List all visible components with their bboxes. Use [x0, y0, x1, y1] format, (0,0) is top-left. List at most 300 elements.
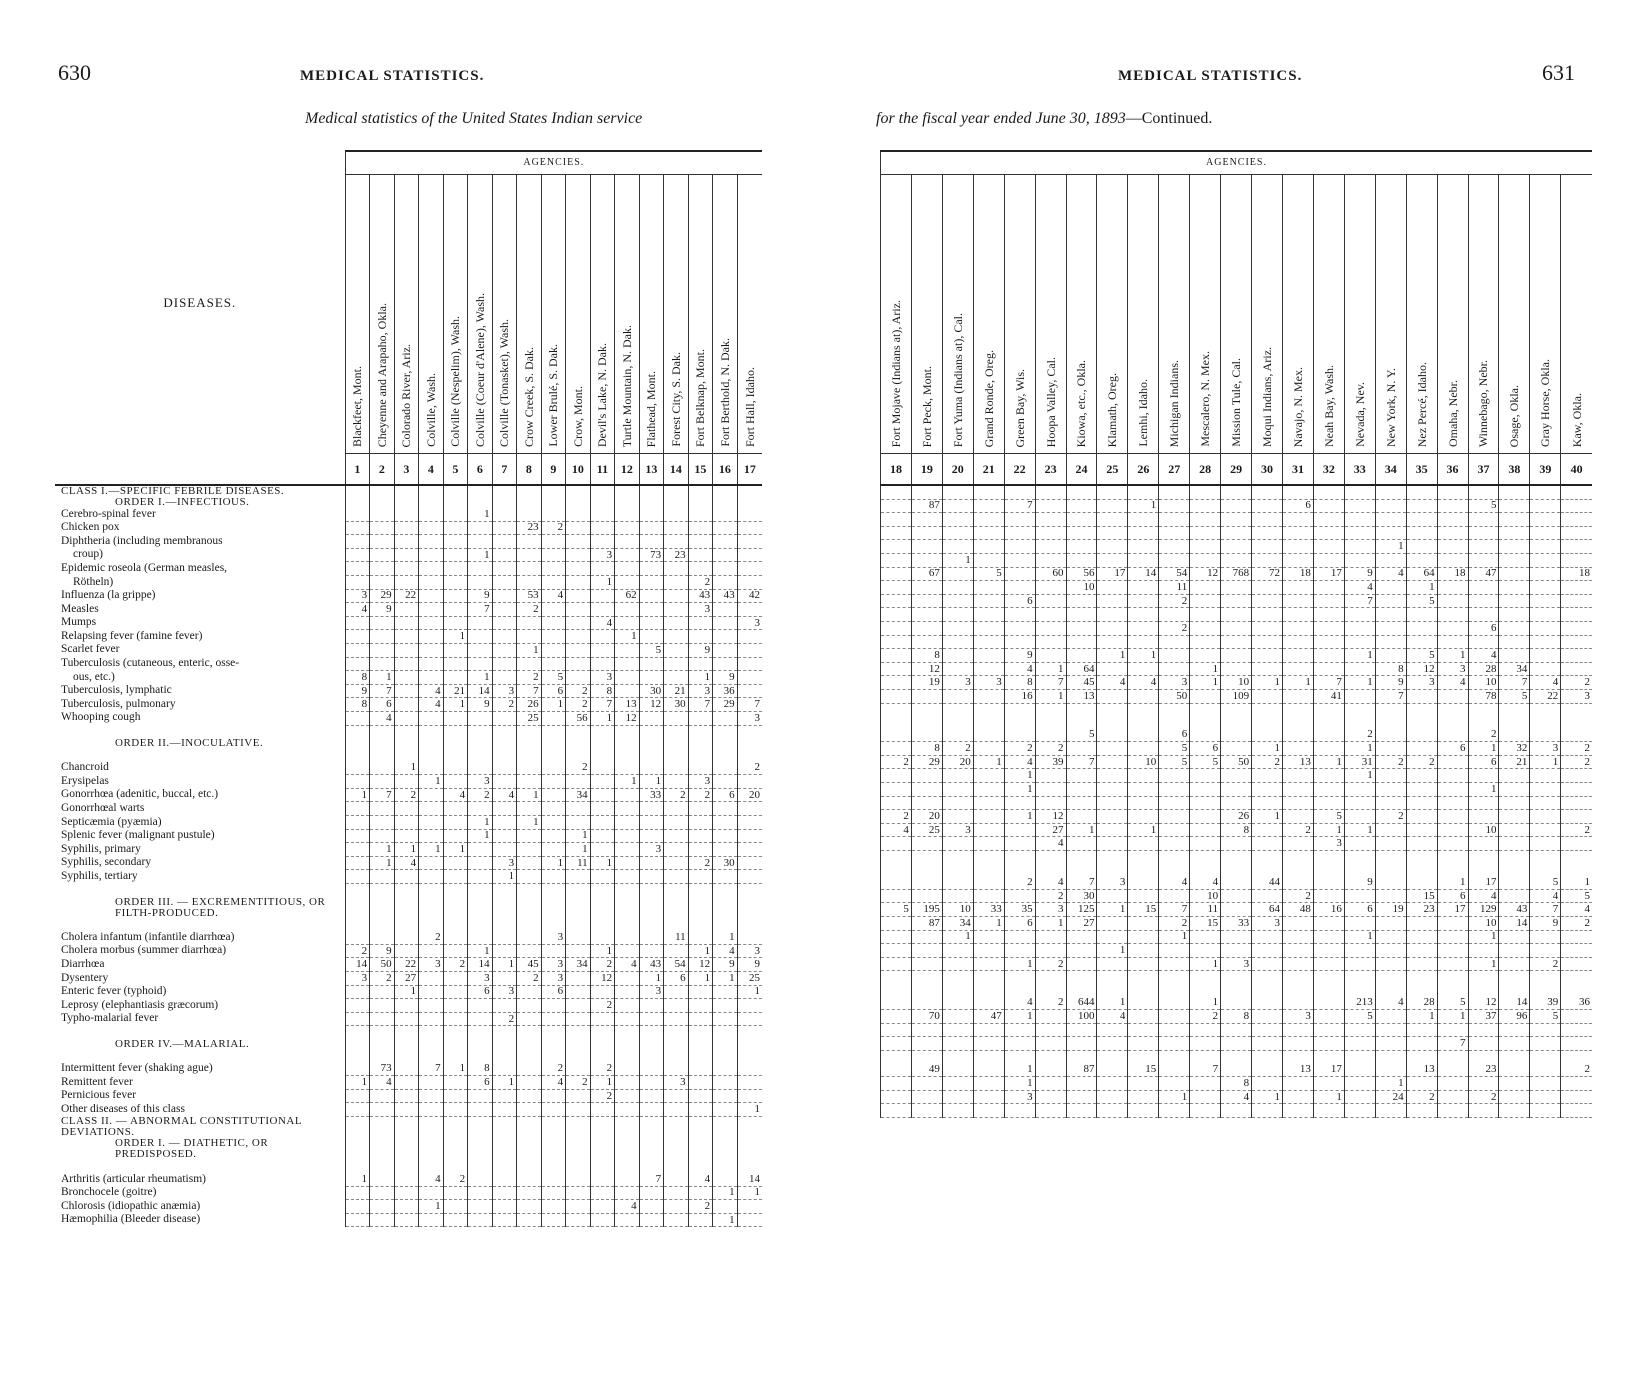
table-cell	[1530, 944, 1561, 958]
agency-name: Lower Brulé, S. Dak.	[546, 344, 561, 447]
table-cell	[664, 1039, 689, 1050]
table-cell: 2	[590, 958, 615, 972]
table-cell	[1375, 1010, 1406, 1024]
agency-name: Navajo, N. Mex.	[1290, 366, 1305, 447]
column-number: 33	[1344, 454, 1375, 486]
table-cell	[443, 775, 468, 789]
table-cell	[737, 829, 762, 843]
table-cell	[394, 497, 419, 508]
table-cell	[1159, 944, 1190, 958]
table-cell	[1128, 851, 1159, 864]
table-cell	[1468, 513, 1499, 527]
table-cell	[370, 999, 395, 1013]
table-cell	[590, 897, 615, 908]
spacer-row	[55, 884, 762, 897]
table-cell	[973, 1051, 1004, 1064]
table-cell	[443, 1103, 468, 1117]
table-cell	[492, 711, 517, 725]
table-cell	[443, 657, 468, 671]
table-cell	[911, 944, 942, 958]
table-cell	[881, 662, 912, 676]
table-cell	[443, 884, 468, 897]
table-cell	[1190, 944, 1221, 958]
table-cell	[1561, 513, 1592, 527]
table-cell: 5	[1530, 876, 1561, 889]
table-cell	[1344, 889, 1375, 903]
table-cell	[419, 1138, 444, 1160]
table-cell	[517, 575, 542, 589]
table-cell	[1097, 540, 1128, 554]
table-cell: 6	[370, 698, 395, 712]
table-cell: 2	[492, 1012, 517, 1026]
table-cell	[973, 499, 1004, 513]
table-cell: 1	[394, 843, 419, 857]
table-cell: 1	[370, 856, 395, 870]
table-cell	[713, 657, 738, 671]
table-cell: 14	[468, 958, 493, 972]
table-cell	[1561, 1037, 1592, 1051]
table-cell: 1	[1097, 903, 1128, 917]
table-cell	[1499, 567, 1530, 581]
table-cell	[615, 749, 640, 762]
table-cell	[394, 802, 419, 816]
disease-name: Influenza (la grippe)	[55, 589, 345, 603]
table-cell: 3	[688, 775, 713, 789]
table-cell	[468, 843, 493, 857]
table-cell	[1190, 837, 1221, 851]
table-cell	[1159, 997, 1190, 1010]
table-cell	[713, 1050, 738, 1063]
table-cell: 2	[590, 1089, 615, 1103]
table-cell: 33	[639, 788, 664, 802]
table-cell	[517, 802, 542, 816]
table-cell	[370, 548, 395, 562]
table-cell	[394, 1039, 419, 1050]
table-cell	[1344, 662, 1375, 676]
table-cell	[566, 562, 591, 576]
table-cell	[590, 738, 615, 749]
table-cell: 42	[737, 589, 762, 603]
agency-column-header	[1282, 175, 1313, 454]
table-cell	[492, 575, 517, 589]
table-cell	[1437, 796, 1468, 810]
table-cell	[911, 769, 942, 783]
table-cell	[615, 908, 640, 919]
table-cell	[1468, 1104, 1499, 1118]
table-cell	[1252, 984, 1283, 997]
table-cell	[419, 1160, 444, 1173]
column-number: 22	[1004, 454, 1035, 486]
table-cell	[468, 1012, 493, 1026]
table-cell: 7	[1004, 499, 1035, 513]
table-cell	[615, 856, 640, 870]
table-cell	[566, 657, 591, 671]
table-cell	[713, 802, 738, 816]
table-cell: 1	[1097, 944, 1128, 958]
table-row	[881, 729, 1593, 742]
table-cell	[942, 567, 973, 581]
table-cell	[394, 1213, 419, 1227]
table-cell	[492, 897, 517, 908]
table-cell	[1004, 864, 1035, 877]
table-cell	[566, 589, 591, 603]
table-cell	[1406, 810, 1437, 824]
table-cell	[566, 897, 591, 908]
table-cell	[1344, 513, 1375, 527]
table-cell	[492, 725, 517, 738]
table-cell	[1097, 608, 1128, 622]
table-cell	[713, 1160, 738, 1173]
table-cell	[468, 616, 493, 630]
table-cell	[1313, 944, 1344, 958]
table-cell	[973, 662, 1004, 676]
table-cell: 1	[1468, 783, 1499, 797]
table-cell: 87	[911, 917, 942, 931]
table-cell	[911, 930, 942, 944]
order-heading: ORDER IV.—MALARIAL.	[55, 1039, 345, 1050]
table-row	[881, 1077, 1593, 1091]
table-cell: 7	[370, 788, 395, 802]
disease-name: Arthritis (articular rheumatism)	[55, 1173, 345, 1186]
table-cell	[1128, 486, 1159, 499]
table-cell	[370, 816, 395, 830]
disease-name: Tuberculosis, pulmonary	[55, 698, 345, 712]
spacer-row	[881, 851, 1593, 864]
section-heading-row	[55, 1116, 762, 1138]
table-cell	[1190, 810, 1221, 824]
table-cell	[1004, 567, 1035, 581]
disease-name: Whooping cough	[55, 711, 345, 725]
table-cell	[737, 603, 762, 617]
table-cell	[1190, 689, 1221, 703]
table-row	[55, 562, 762, 576]
table-cell	[973, 796, 1004, 810]
table-cell	[1530, 1023, 1561, 1037]
table-cell	[590, 521, 615, 535]
table-cell: 3	[541, 958, 566, 972]
table-cell: 1	[615, 775, 640, 789]
table-cell	[615, 1116, 640, 1138]
table-cell	[1159, 553, 1190, 567]
table-cell	[1128, 876, 1159, 889]
table-cell	[345, 931, 370, 944]
table-cell	[541, 884, 566, 897]
table-cell	[639, 884, 664, 897]
table-cell: 9	[1375, 676, 1406, 690]
table-cell	[1097, 729, 1128, 742]
table-cell	[1437, 783, 1468, 797]
table-cell	[345, 485, 370, 497]
table-cell	[443, 1039, 468, 1050]
table-cell	[541, 1039, 566, 1050]
table-cell	[1282, 729, 1313, 742]
column-number: 27	[1159, 454, 1190, 486]
table-cell	[615, 671, 640, 685]
table-cell	[1406, 540, 1437, 554]
table-cell	[443, 711, 468, 725]
table-cell	[639, 897, 664, 908]
disease-name: Leprosy (elephantiasis græcorum)	[55, 999, 345, 1013]
table-cell	[1282, 876, 1313, 889]
table-cell	[1282, 594, 1313, 608]
table-cell	[615, 1076, 640, 1090]
table-cell: 1	[713, 972, 738, 986]
table-cell	[1282, 513, 1313, 527]
table-cell	[973, 635, 1004, 649]
table-cell	[468, 1039, 493, 1050]
table-cell	[1221, 851, 1252, 864]
table-cell: 2	[881, 755, 912, 769]
table-cell	[881, 526, 912, 540]
table-cell: 4	[541, 589, 566, 603]
agency-column-header	[713, 175, 738, 454]
table-cell: 2	[1035, 997, 1066, 1010]
column-number: 18	[881, 454, 912, 486]
table-cell	[1221, 742, 1252, 756]
table-cell	[1282, 1037, 1313, 1051]
table-row	[55, 856, 762, 870]
table-cell	[881, 499, 912, 513]
table-row	[55, 535, 762, 549]
table-cell	[881, 1023, 912, 1037]
table-cell	[590, 508, 615, 521]
table-cell	[443, 1012, 468, 1026]
table-cell: 6	[468, 985, 493, 999]
agency-column-header	[1066, 175, 1097, 454]
table-cell	[1344, 1104, 1375, 1118]
table-cell	[1252, 635, 1283, 649]
table-cell	[664, 843, 689, 857]
table-cell	[1344, 499, 1375, 513]
table-cell	[1128, 1090, 1159, 1104]
table-cell	[615, 1063, 640, 1076]
table-cell	[1375, 621, 1406, 635]
table-cell: 11	[1159, 581, 1190, 595]
table-cell	[541, 1050, 566, 1063]
table-cell: 1	[1035, 662, 1066, 676]
table-cell	[1221, 703, 1252, 716]
table-cell	[1190, 499, 1221, 513]
table-cell	[1499, 486, 1530, 499]
agency-column-header	[1190, 175, 1221, 454]
table-cell	[492, 802, 517, 816]
table-cell	[1282, 957, 1313, 971]
column-number: 37	[1468, 454, 1499, 486]
table-cell	[688, 1050, 713, 1063]
table-cell	[566, 616, 591, 630]
table-cell	[881, 742, 912, 756]
table-cell	[1004, 851, 1035, 864]
table-cell: 3	[419, 958, 444, 972]
agency-column-header	[541, 175, 566, 454]
table-cell	[1530, 608, 1561, 622]
table-cell	[1282, 917, 1313, 931]
table-cell	[394, 548, 419, 562]
table-cell	[1252, 971, 1283, 984]
table-cell	[345, 829, 370, 843]
column-number: 29	[1221, 454, 1252, 486]
table-cell	[1499, 703, 1530, 716]
table-cell	[419, 762, 444, 775]
table-cell: 8	[345, 671, 370, 685]
agency-name: Winnebago, Nebr.	[1476, 359, 1491, 447]
disease-name: Cholera morbus (summer diarrhœa)	[55, 944, 345, 958]
table-cell	[1159, 1023, 1190, 1037]
table-cell	[590, 562, 615, 576]
table-cell: 36	[713, 684, 738, 698]
table-row	[55, 843, 762, 857]
agency-column-header	[973, 175, 1004, 454]
table-subtitle	[876, 110, 1212, 128]
table-cell	[1252, 540, 1283, 554]
table-cell	[911, 796, 942, 810]
table-cell	[1499, 930, 1530, 944]
table-cell	[664, 908, 689, 919]
table-cell	[1004, 635, 1035, 649]
table-cell	[737, 843, 762, 857]
table-cell	[566, 919, 591, 932]
table-cell	[1437, 608, 1468, 622]
statistics-table-left	[55, 150, 762, 1227]
table-cell	[973, 823, 1004, 837]
table-cell	[1313, 608, 1344, 622]
table-cell	[688, 762, 713, 775]
table-cell	[541, 908, 566, 919]
table-cell	[688, 1026, 713, 1039]
table-row	[881, 676, 1593, 690]
table-cell	[1561, 662, 1592, 676]
table-cell: 7	[1437, 1037, 1468, 1051]
table-cell	[1097, 716, 1128, 729]
table-cell	[911, 581, 942, 595]
table-cell: 4	[419, 698, 444, 712]
table-cell: 53	[517, 589, 542, 603]
table-cell: 26	[1221, 810, 1252, 824]
table-cell	[541, 1012, 566, 1026]
table-cell	[1190, 864, 1221, 877]
agency-column-header	[1221, 175, 1252, 454]
table-cell	[688, 657, 713, 671]
table-cell	[664, 725, 689, 738]
table-cell	[419, 725, 444, 738]
column-number: 36	[1437, 454, 1468, 486]
table-cell	[1406, 729, 1437, 742]
table-cell	[541, 1026, 566, 1039]
table-cell: 2	[1375, 810, 1406, 824]
table-cell	[737, 897, 762, 908]
statistics-table-right	[880, 150, 1592, 1118]
table-cell: 87	[1066, 1064, 1097, 1077]
table-cell	[1344, 1064, 1375, 1077]
table-cell	[394, 897, 419, 908]
table-cell	[664, 521, 689, 535]
table-cell	[1530, 1104, 1561, 1118]
table-cell: 13	[1406, 1064, 1437, 1077]
table-cell: 6	[1159, 729, 1190, 742]
table-cell	[942, 703, 973, 716]
table-cell	[1313, 1077, 1344, 1091]
table-cell	[1406, 851, 1437, 864]
table-cell	[1221, 662, 1252, 676]
table-cell: 1	[468, 816, 493, 830]
table-cell: 9	[688, 643, 713, 657]
table-cell	[590, 535, 615, 549]
table-cell	[1282, 997, 1313, 1010]
table-cell	[345, 575, 370, 589]
table-cell	[1066, 635, 1097, 649]
table-cell	[615, 1026, 640, 1039]
left-page	[0, 0, 800, 1380]
table-cell	[1097, 864, 1128, 877]
table-cell: 4	[1375, 567, 1406, 581]
table-cell	[370, 1089, 395, 1103]
table-cell	[1561, 608, 1592, 622]
table-cell	[1437, 689, 1468, 703]
table-cell	[517, 749, 542, 762]
table-cell	[1282, 742, 1313, 756]
table-cell: 6	[1344, 903, 1375, 917]
table-cell	[973, 1104, 1004, 1118]
table-cell	[664, 1103, 689, 1117]
table-cell	[419, 508, 444, 521]
table-cell	[664, 616, 689, 630]
table-cell: 4	[541, 1076, 566, 1090]
table-cell	[615, 931, 640, 944]
table-cell	[1066, 553, 1097, 567]
table-cell: 43	[1499, 903, 1530, 917]
table-row	[881, 796, 1593, 810]
table-cell	[443, 548, 468, 562]
table-cell: 1	[468, 508, 493, 521]
table-cell	[1128, 971, 1159, 984]
table-cell	[1406, 783, 1437, 797]
table-cell	[1128, 997, 1159, 1010]
column-number: 30	[1252, 454, 1283, 486]
table-cell	[1282, 662, 1313, 676]
table-cell	[942, 997, 973, 1010]
table-cell: 1	[1406, 1010, 1437, 1024]
table-cell: 1	[1004, 769, 1035, 783]
table-cell	[713, 908, 738, 919]
table-cell	[1282, 703, 1313, 716]
table-cell	[881, 594, 912, 608]
table-cell	[468, 1103, 493, 1117]
table-cell	[639, 1213, 664, 1227]
table-cell	[1313, 649, 1344, 663]
table-cell	[1375, 769, 1406, 783]
table-cell	[942, 540, 973, 554]
table-cell: 16	[1004, 689, 1035, 703]
table-cell	[590, 1138, 615, 1160]
table-cell	[1190, 1104, 1221, 1118]
table-cell	[1066, 971, 1097, 984]
table-cell: 2	[492, 698, 517, 712]
table-cell	[881, 540, 912, 554]
table-cell	[1437, 635, 1468, 649]
table-cell	[1499, 1104, 1530, 1118]
table-cell	[1066, 984, 1097, 997]
table-cell	[492, 1050, 517, 1063]
table-row	[55, 958, 762, 972]
table-cell	[713, 1138, 738, 1160]
table-cell	[492, 603, 517, 617]
table-cell: 50	[1221, 755, 1252, 769]
table-cell	[1282, 526, 1313, 540]
agency-column-header	[590, 175, 615, 454]
table-row	[881, 608, 1593, 622]
table-cell	[566, 485, 591, 497]
table-cell	[345, 908, 370, 919]
